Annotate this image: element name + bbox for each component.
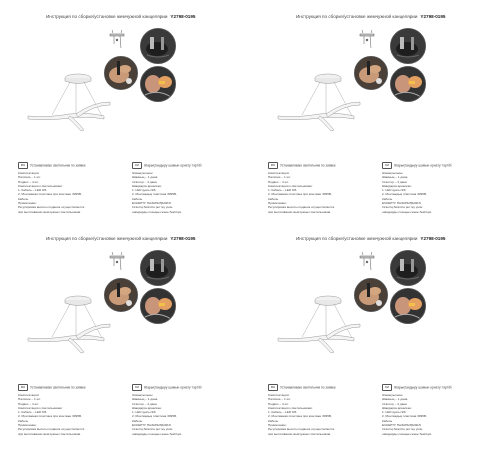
instruction-sheet [18,14,242,214]
kz-line: Шамдарға арналған: [132,183,162,188]
title-text: Инструкция по сборке/установке жемчужной канцелярии [296,236,418,241]
step-photo-2-image [355,57,387,89]
kz-flag-icon: KZ [382,162,392,169]
kz-line: Ілгіштің биіктігін реттеу үшін [132,427,173,432]
title-text: Инструкция по сборке/установке жемчужной канцелярии [46,14,168,19]
model-code: Y2798-0195 [420,236,446,241]
ru-line: Комплектация к светильникам: [268,183,313,188]
kz-flag-icon: KZ [132,384,142,391]
kz-line: Кабель [382,418,393,423]
step-photo-2 [104,278,138,312]
step-photo-3 [390,288,426,324]
ru-line: Комплектация к светильникам: [18,183,63,188]
step-photo-2 [354,56,388,90]
instructions-kz [382,162,486,214]
instructions-kz [132,162,236,214]
ru-line: Наличие – 1 шт. [18,175,41,180]
kz-line: Кабель [382,196,393,201]
ru-line: Кабель [268,196,279,201]
model-code: Y2798-0195 [170,14,196,19]
kz-line: Шамдарға арналған: [132,405,162,410]
kz-line: Ілгіштер – 4 дана [382,179,407,184]
ru-heading: Комплектация: [268,393,290,397]
kz-line: Шамның – 1 дана [382,397,408,402]
ru-line: Кабель [18,196,29,201]
kz-line: ЕСКЕРТУ НАЗАРЫҢЫЗҒА! [132,423,172,428]
step-photo-3 [140,288,176,324]
kz-header: KZ Жарықтандыру шамын орнату тәртібі [132,162,236,169]
ru-line: 1. Кабель – LED 9/6 [18,188,47,193]
step-photo-3-image [391,289,425,323]
step-photo-2-image [355,279,387,311]
kz-line: ЕСКЕРТУ НАЗАРЫҢЫЗҒА! [132,201,172,206]
ru-flag-icon: RU [18,384,28,391]
ru-line: Примечание: [18,423,37,428]
kz-line: 1. LED қуаты 9/6 [132,410,156,415]
kz-line: 2. Монтаждық пластина 3095В, [132,192,177,197]
ru-line: Примечание: [268,201,287,206]
step-photo-1-image [391,251,425,285]
ru-line: при вытягивании жемчужных светильников. [18,209,82,214]
ru-line: Регулировка высоты подвеса осуществляется [268,427,335,432]
title-text: Инструкция по сборке/установке жемчужной канцелярии [46,236,168,241]
model-code: Y2798-0195 [420,14,446,19]
ru-line: при вытягивании жемчужных светильников. [18,431,82,436]
assembly-figure [268,20,492,132]
ru-line: Комплектация к светильникам: [18,405,63,410]
instructions-ru [268,384,372,436]
step-photo-3 [390,66,426,102]
instruction-sheet [18,236,242,436]
kz-line: Ілгіштер – 4 дана [132,179,157,184]
sheet-title [296,236,492,241]
kz-heading: Жинақтылығы: [132,393,154,397]
step-photo-1 [140,250,176,286]
kz-line: Шамдарға арналған: [382,405,412,410]
kz-line: Кабель [132,196,143,201]
sheet-title [46,14,242,19]
kz-line: Ілгіштің биіктігін реттеу үшін [132,205,173,210]
ru-header: RU Устанавливаю светильник по заявке [18,384,122,391]
kz-line: Ілгіштің биіктігін реттеу үшін [382,205,423,210]
step-photo-1-image [391,29,425,63]
ru-flag-icon: RU [18,162,28,169]
ru-line: 2. Монтажная пластина при монтаже 3095В, [268,192,332,197]
ru-line: Регулировка высоты подвеса осуществляется [18,427,85,432]
kz-line: Ілгіштер – 4 дана [132,401,157,406]
kz-line: шамдарды созыңыз және бекітіңіз. [382,209,432,214]
instructions-kz [382,384,486,436]
ru-heading: Комплектация: [268,171,290,175]
ru-line: 1. Кабель – LED 9/6 [268,188,297,193]
instructions-kz [132,384,236,436]
ru-line: Наличие – 1 шт. [268,397,291,402]
model-code: Y2798-0195 [170,236,196,241]
ru-line: 2. Монтажная пластина при монтаже 3095В, [18,192,82,197]
instruction-sheet [268,14,492,214]
kz-line: 2. Монтаждық пластина 3095В, [382,192,427,197]
assembly-figure [18,242,242,354]
kz-line: шамдарды созыңыз және бекітіңіз. [132,431,182,436]
kz-line: 1. LED қуаты 9/6 [132,188,156,193]
ru-line: Комплектация к светильникам: [268,405,313,410]
ru-line: 1. Кабель – LED 9/6 [18,410,47,415]
step-photo-2-image [105,57,137,89]
ru-line: Регулировка высоты подвеса осуществляется [268,205,335,210]
ru-line: при вытягивании жемчужных светильников. [268,209,332,214]
kz-line: шамдарды созыңыз және бекітіңіз. [132,209,182,214]
kz-line: Ілгіштің биіктігін реттеу үшін [382,427,423,432]
kz-line: Шамның – 1 дана [132,397,158,402]
ru-line: Подвес – 4 шт. [18,179,39,184]
ru-line: 1. Кабель – LED 9/6 [268,410,297,415]
step-photo-3-image [141,289,175,323]
step-photo-2-image [105,279,137,311]
kz-header: KZ Жарықтандыру шамын орнату тәртібі [382,384,486,391]
assembly-figure [18,20,242,132]
kz-line: 1. LED қуаты 9/6 [382,410,406,415]
step-photo-1 [390,28,426,64]
ru-header: RU Устанавливаю светильник по заявке [268,162,372,169]
sheet-title [46,236,242,241]
kz-line: Шамдарға арналған: [382,183,412,188]
ru-heading: Комплектация: [18,393,40,397]
kz-line: 2. Монтаждық пластина 3095В, [132,414,177,419]
kz-heading: Жинақтылығы: [382,171,404,175]
step-photo-1-image [141,251,175,285]
step-photo-2 [354,278,388,312]
kz-header: KZ Жарықтандыру шамын орнату тәртібі [132,384,236,391]
kz-line: Шамның – 1 дана [382,175,408,180]
kz-line: 2. Монтаждық пластина 3095В, [382,414,427,419]
kz-line: Шамның – 1 дана [132,175,158,180]
kz-heading: Жинақтылығы: [132,171,154,175]
kz-header: KZ Жарықтандыру шамын орнату тәртібі [382,162,486,169]
instructions-ru [18,162,122,214]
sheet-title [296,14,492,19]
kz-line: ЕСКЕРТУ НАЗАРЫҢЫЗҒА! [382,201,422,206]
instruction-sheet [268,236,492,436]
ru-line: 2. Монтажная пластина при монтаже 3095В, [18,414,82,419]
ru-line: Примечание: [18,201,37,206]
ru-line: при вытягивании жемчужных светильников. [268,431,332,436]
step-photo-1-image [141,29,175,63]
step-photo-1 [390,250,426,286]
instructions-ru [268,162,372,214]
step-photo-3 [140,66,176,102]
kz-line: Кабель [132,418,143,423]
ru-line: Подвес – 4 шт. [268,179,289,184]
ru-line: 2. Монтажная пластина при монтаже 3095В, [268,414,332,419]
kz-flag-icon: KZ [132,162,142,169]
instructions-ru [18,384,122,436]
ru-line: Примечание: [268,423,287,428]
title-text: Инструкция по сборке/установке жемчужной канцелярии [296,14,418,19]
ru-header: RU Устанавливаю светильник по заявке [18,162,122,169]
ru-line: Наличие – 1 шт. [18,397,41,402]
kz-flag-icon: KZ [382,384,392,391]
ru-heading: Комплектация: [18,171,40,175]
ru-line: Наличие – 1 шт. [268,175,291,180]
ru-header: RU Устанавливаю светильник по заявке [268,384,372,391]
ru-flag-icon: RU [268,162,278,169]
kz-line: 1. LED қуаты 9/6 [382,188,406,193]
step-photo-1 [140,28,176,64]
assembly-figure [268,242,492,354]
step-photo-2 [104,56,138,90]
step-photo-3-image [141,67,175,101]
ru-line: Регулировка высоты подвеса осуществляется [18,205,85,210]
ru-line: Кабель [268,418,279,423]
kz-line: ЕСКЕРТУ НАЗАРЫҢЫЗҒА! [382,423,422,428]
ru-flag-icon: RU [268,384,278,391]
step-photo-3-image [391,67,425,101]
kz-line: Ілгіштер – 4 дана [382,401,407,406]
kz-heading: Жинақтылығы: [382,393,404,397]
ru-line: Подвес – 4 шт. [18,401,39,406]
ru-line: Подвес – 4 шт. [268,401,289,406]
ru-line: Кабель [18,418,29,423]
kz-line: шамдарды созыңыз және бекітіңіз. [382,431,432,436]
